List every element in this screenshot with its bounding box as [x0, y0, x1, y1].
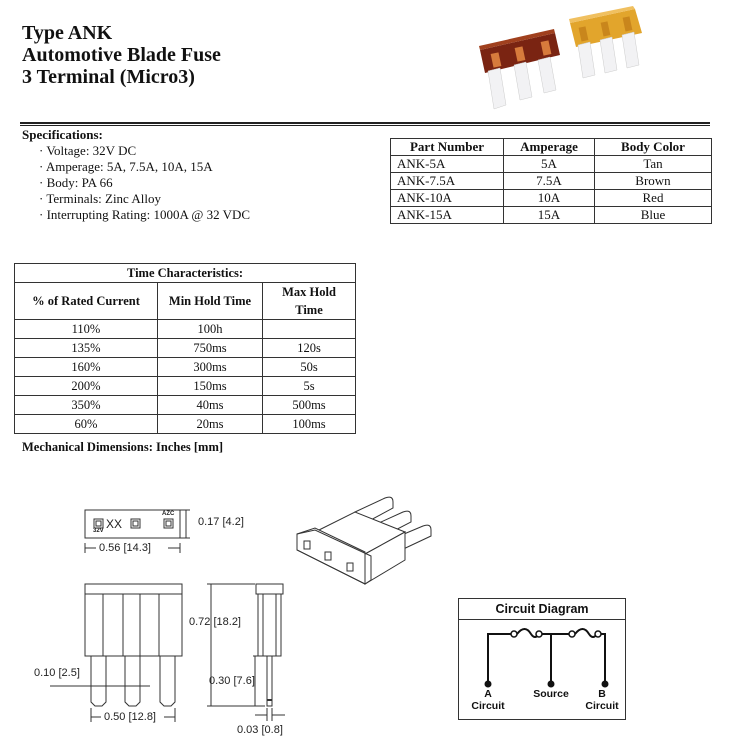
terminal-b-circuit — [577, 688, 627, 712]
min-hold: 20ms — [158, 415, 263, 434]
part-number: ANK-15A — [391, 207, 504, 224]
body-color: Red — [595, 190, 712, 207]
front-view-drawing — [20, 570, 200, 740]
part-number: ANK-5A — [391, 156, 504, 173]
max-hold: 100ms — [263, 415, 356, 434]
blade-length-dimension: 0.30 [7.6] — [209, 675, 255, 687]
min-hold: 150ms — [158, 377, 263, 396]
min-hold: 100h — [158, 320, 263, 339]
circuit-diagram — [458, 598, 626, 720]
min-hold: 750ms — [158, 339, 263, 358]
terminal-source-label: Source — [533, 688, 569, 700]
rated-current: 350% — [15, 396, 158, 415]
specifications — [22, 127, 250, 223]
header-max-hold: Max Hold Time — [263, 283, 356, 320]
marking-amperage: XX — [106, 517, 123, 531]
table-row — [15, 377, 356, 396]
time-characteristics-table — [14, 263, 356, 434]
top-view-drawing — [80, 505, 280, 565]
table-row — [391, 173, 712, 190]
terminal-a-label: A — [484, 688, 492, 700]
title-line-1: Type ANK — [22, 22, 113, 44]
max-hold: 5s — [263, 377, 356, 396]
rated-current: 160% — [15, 358, 158, 377]
isometric-drawing — [285, 492, 445, 602]
max-hold: 120s — [263, 339, 356, 358]
terminal-b-label: B — [598, 688, 606, 700]
side-view-drawing — [185, 575, 295, 745]
header-min-hold: Min Hold Time — [158, 283, 263, 320]
parts-table — [390, 138, 712, 224]
table-row — [15, 320, 356, 339]
table-row — [15, 339, 356, 358]
table-row — [391, 207, 712, 224]
marking-voltage: 32V — [93, 528, 104, 534]
section-divider — [20, 122, 710, 126]
parts-table-header — [391, 139, 712, 156]
time-table-title: Time Characteristics: — [15, 264, 356, 283]
max-hold — [263, 320, 356, 339]
max-hold: 500ms — [263, 396, 356, 415]
body-color: Tan — [595, 156, 712, 173]
table-row — [15, 415, 356, 434]
terminal-a-circuit — [463, 688, 513, 712]
terminal-b-sublabel: Circuit — [585, 700, 619, 712]
title-line-2: Automotive Blade Fuse — [22, 44, 221, 66]
spec-interrupting-rating: · Interrupting Rating: 1000A @ 32 VDC — [39, 207, 251, 222]
overall-height-dimension: 0.72 [18.2] — [189, 616, 241, 628]
product-photo — [470, 5, 690, 115]
blade-thickness-dimension: 0.03 [0.8] — [237, 724, 283, 736]
amperage: 10A — [504, 190, 595, 207]
rated-current: 110% — [15, 320, 158, 339]
mechanical-dimensions-heading: Mechanical Dimensions: Inches [mm] — [22, 440, 224, 454]
spec-amperage: · Amperage: 5A, 7.5A, 10A, 15A — [39, 159, 213, 174]
time-table-header — [15, 283, 356, 320]
terminal-a-sublabel: Circuit — [471, 700, 505, 712]
table-row — [391, 190, 712, 207]
table-row — [391, 156, 712, 173]
header-rated-current: % of Rated Current — [15, 283, 158, 320]
body-color: Brown — [595, 173, 712, 190]
marking-brand: AZC — [162, 511, 175, 517]
body-color: Blue — [595, 207, 712, 224]
circuit-diagram-title: Circuit Diagram — [459, 599, 625, 620]
min-hold: 40ms — [158, 396, 263, 415]
tan-fuse-image — [569, 6, 642, 78]
brown-fuse-image — [479, 29, 560, 109]
rated-current: 200% — [15, 377, 158, 396]
header-body-color: Body Color — [595, 139, 712, 156]
header-amperage: Amperage — [504, 139, 595, 156]
span-dimension: 0.50 [12.8] — [104, 711, 156, 723]
spec-body: · Body: PA 66 — [39, 175, 113, 190]
circuit-schematic — [459, 620, 625, 690]
top-width-dimension: 0.56 [14.3] — [99, 542, 151, 554]
amperage: 7.5A — [504, 173, 595, 190]
pitch-dimension: 0.10 [2.5] — [34, 667, 80, 679]
table-row — [15, 396, 356, 415]
table-row — [15, 358, 356, 377]
page-title — [22, 22, 221, 88]
spec-voltage: · Voltage: 32V DC — [39, 143, 137, 158]
top-height-dimension: 0.17 [4.2] — [198, 516, 244, 528]
rated-current: 135% — [15, 339, 158, 358]
max-hold: 50s — [263, 358, 356, 377]
spec-terminals: · Terminals: Zinc Alloy — [39, 191, 161, 206]
min-hold: 300ms — [158, 358, 263, 377]
terminal-source — [521, 688, 581, 700]
title-line-3: 3 Terminal (Micro3) — [22, 66, 195, 88]
specifications-heading: Specifications: — [22, 127, 103, 142]
part-number: ANK-10A — [391, 190, 504, 207]
part-number: ANK-7.5A — [391, 173, 504, 190]
amperage: 15A — [504, 207, 595, 224]
rated-current: 60% — [15, 415, 158, 434]
amperage: 5A — [504, 156, 595, 173]
header-part-number: Part Number — [391, 139, 504, 156]
